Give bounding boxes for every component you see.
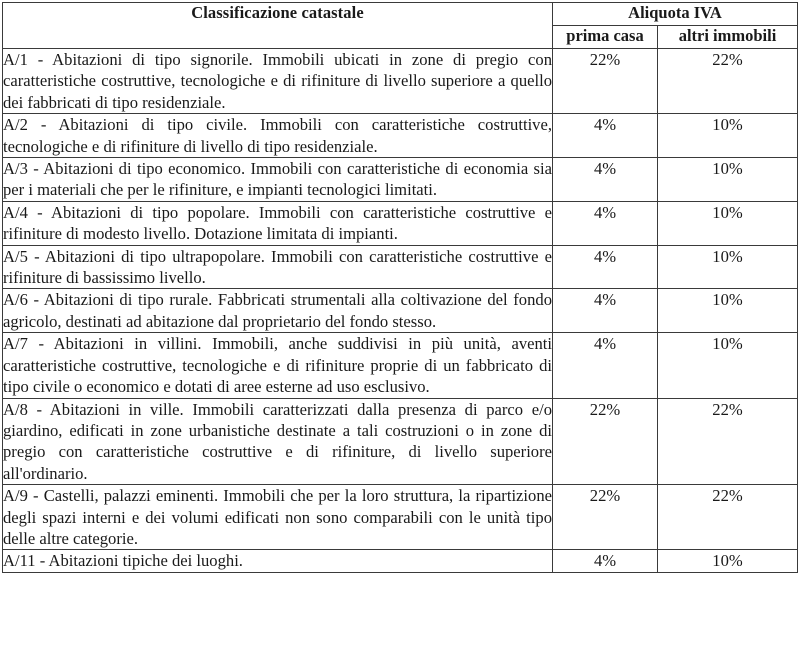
first-home-rate: 22% [553,485,658,550]
other-property-rate: 22% [658,398,798,485]
other-property-rate: 10% [658,333,798,398]
first-home-rate: 22% [553,49,658,114]
category-description: A/6 - Abitazioni di tipo rurale. Fabbricati strumentali alla coltivazione del fondo agricolo, destinati ad abitazione dal proprietario del fondo stesso. [3,290,552,331]
iva-rates-table [2,2,798,573]
table-row [3,550,798,572]
category-description: A/1 - Abitazioni di tipo signorile. Immobili ubicati in zone di pregio con caratteristiche costruttive, tecnologiche e di rifiniture di livello superiore a quello dei fabbricati di tipo residenziale. [3,50,552,112]
other-property-rate: 10% [658,114,798,158]
classification-header: Classificazione catastale [3,3,553,49]
first-home-rate: 4% [553,550,658,572]
category-description: A/5 - Abitazioni di tipo ultrapopolare. Immobili con caratteristiche costruttive e rifiniture di bassissimo livello. [3,246,552,288]
first-home-rate: 4% [553,114,658,158]
first-home-rate: 4% [553,333,658,398]
table-row [3,158,798,202]
other-property-rate: 22% [658,485,798,550]
table-row [3,245,798,289]
table-row [3,398,798,485]
first-home-rate: 4% [553,289,658,333]
table-row [3,201,798,245]
category-description: A/3 - Abitazioni di tipo economico. Immobili con caratteristiche di economia sia per i materiali che per le rifiniture, e impianti tecnologici limitati. [3,159,552,200]
table-header [3,3,798,49]
category-description: A/9 - Castelli, palazzi eminenti. Immobili che per la loro struttura, la ripartizione degli spazi interni e dei volumi edificati non sono comparabili con le unità tipo delle altre categorie. [3,486,552,548]
other-property-rate: 10% [658,158,798,202]
first-home-rate: 22% [553,398,658,485]
rate-group-header: Aliquota IVA [553,3,798,26]
first-home-header: prima casa [553,26,658,49]
table-row [3,333,798,398]
category-description: A/4 - Abitazioni di tipo popolare. Immobili con caratteristiche costruttive e rifiniture di modesto livello. Dotazione limitata di impianti. [3,202,552,244]
first-home-rate: 4% [553,201,658,245]
other-property-header: altri immobili [658,26,798,49]
category-description: A/11 - Abitazioni tipiche dei luoghi. [3,550,553,572]
other-property-rate: 10% [658,201,798,245]
first-home-rate: 4% [553,158,658,202]
category-description: A/2 - Abitazioni di tipo civile. Immobili con caratteristiche costruttive, tecnologiche e di rifiniture di livello di tipo residenziale. [3,115,552,156]
table-row [3,485,798,550]
first-home-rate: 4% [553,245,658,289]
table-row [3,49,798,114]
other-property-rate: 10% [658,245,798,289]
category-description: A/7 - Abitazioni in villini. Immobili, anche suddivisi in più unità, aventi caratteristiche costruttive, tecnologiche e di rifiniture proprie di un fabbricato di tipo civile o economico e dotati di aree esterne ad uso esclusivo. [3,334,552,397]
other-property-rate: 10% [658,289,798,333]
table-row [3,289,798,333]
table-row [3,114,798,158]
category-description: A/8 - Abitazioni in ville. Immobili caratterizzati dalla presenza di parco e/o giardino, edificati in zone urbanistiche destinate a tali costruzioni o in zone di pregio con caratteristiche costruttive e di rifiniture, di livello superiore all'ordinario. [3,399,552,483]
table-body [3,49,798,573]
other-property-rate: 22% [658,49,798,114]
other-property-rate: 10% [658,550,798,572]
